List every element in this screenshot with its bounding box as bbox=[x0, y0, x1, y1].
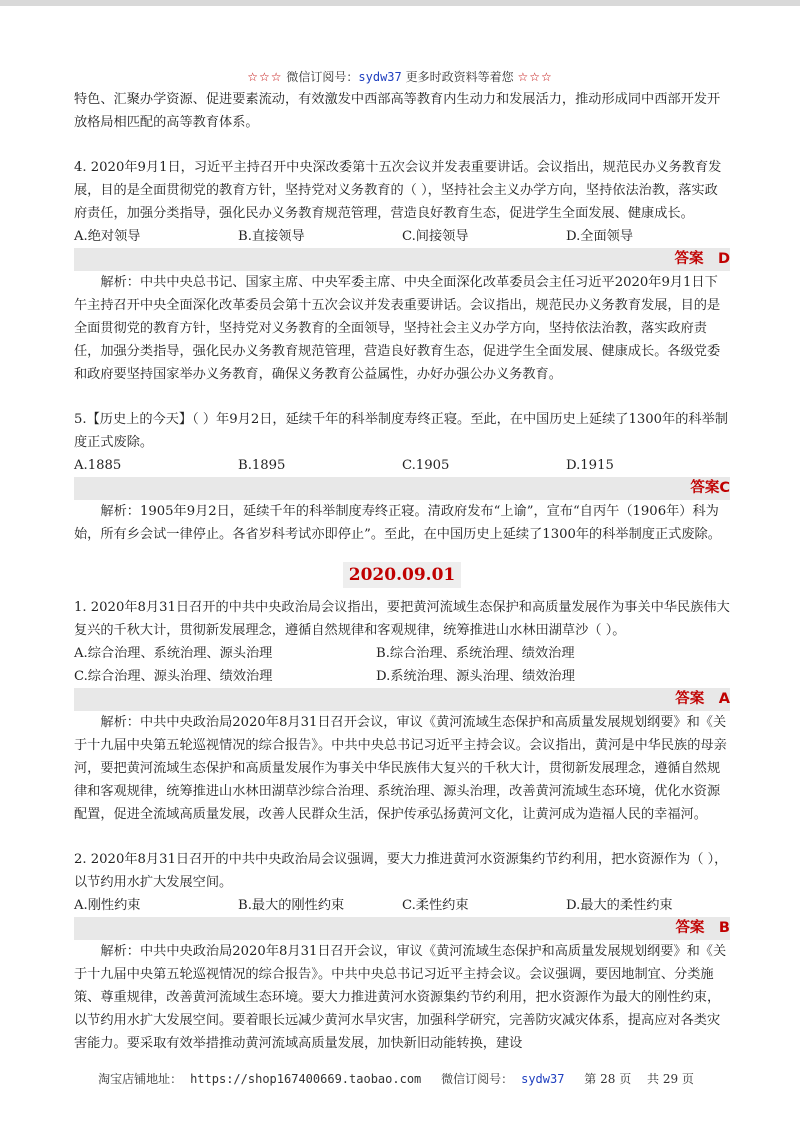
options-row bbox=[74, 454, 730, 477]
option-a: A.综合治理、系统治理、源头治理 bbox=[74, 646, 273, 661]
date-heading: 2020.09.01 bbox=[343, 562, 461, 588]
option-b: B.综合治理、系统治理、绩效治理 bbox=[376, 646, 575, 661]
footer-page-number: 第 28 页 共 29 页 bbox=[584, 1072, 694, 1086]
header-stars-left: ☆☆☆ bbox=[247, 70, 283, 84]
option-a: A.1885 bbox=[74, 458, 122, 473]
option-c: C.1905 bbox=[402, 458, 450, 473]
header-stars-right: ☆☆☆ bbox=[517, 70, 553, 84]
option-d: D.最大的柔性约束 bbox=[566, 898, 673, 913]
header-label: 微信订阅号： bbox=[286, 70, 359, 84]
analysis: 解析：1905年9月2日，延续千年的科举制度寿终正寝。清政府发布“上谕”，宣布“自丙午（1906年）科为始，所有乡会试一律停止。各省岁科考试亦即停止”。至此，在中国历史上延续了1300年的科举制度正式废除。 bbox=[74, 504, 721, 542]
footer-shop-url[interactable]: https://shop167400669.taobao.com bbox=[190, 1072, 422, 1086]
top-gray-bar bbox=[0, 0, 800, 6]
option-d: D.1915 bbox=[566, 458, 614, 473]
option-c: C.间接领导 bbox=[402, 229, 469, 244]
option-a: A.刚性约束 bbox=[74, 898, 141, 913]
analysis: 解析：中共中央政治局2020年8月31日召开会议，审议《黄河流域生态保护和高质量发展规划纲要》和《关于十九届中央第五轮巡视情况的综合报告》。中共中央总书记习近平主持会议。会议指出，黄河是中华民族的母亲河，要把黄河流域生态保护和高质量发展作为事关中华民族伟大复兴的千秋大计，贯彻新发展理念，遵循自然规律和客观规律，统筹推进山水林田湖草沙综合治理、系统治理、源头治理，改善黄河流域生态环境，优化水资源配置，促进全流域高质量发展，改善人民群众生活，保护传承弘扬黄河文化，让黄河成为造福人民的幸福河。 bbox=[74, 715, 727, 822]
footer-shop bbox=[98, 1072, 429, 1086]
question-5 bbox=[74, 408, 730, 546]
option-b: B.最大的刚性约束 bbox=[238, 898, 345, 913]
options-row bbox=[74, 642, 730, 665]
options-row bbox=[74, 665, 730, 688]
option-a: A.绝对领导 bbox=[74, 229, 141, 244]
answer-bar: 答案 B bbox=[74, 917, 730, 940]
options-row bbox=[74, 894, 730, 917]
footer-shop-label: 淘宝店铺地址： bbox=[98, 1072, 183, 1086]
question-4 bbox=[74, 156, 730, 386]
answer-bar: 答案C bbox=[74, 477, 730, 500]
question-1 bbox=[74, 596, 730, 826]
answer-bar: 答案 D bbox=[74, 248, 730, 271]
footer-wx-code: sydw37 bbox=[521, 1072, 565, 1086]
document-body bbox=[74, 88, 730, 1055]
option-c: C.综合治理、源头治理、绩效治理 bbox=[74, 669, 273, 684]
analysis: 解析：中共中央政治局2020年8月31日召开会议，审议《黄河流域生态保护和高质量发展规划纲要》和《关于十九届中央第五轮巡视情况的综合报告》。中共中央总书记习近平主持会议。会议强调，要因地制宜、分类施策、尊重规律，改善黄河流域生态环境。要大力推进黄河水资源集约节约利用，把水资源作为最大的刚性约束，以节约用水扩大发展空间。要着眼长远减少黄河水旱灾害，加强科学研究，完善防灾减灾体系，提高应对各类灾害能力。要采取有效举措推动黄河流域高质量发展，加快新旧动能转换，建设 bbox=[74, 944, 727, 1051]
question-stem: 5.【历史上的今天】（ ）年9月2日，延续千年的科举制度寿终正寝。至此，在中国历史上延续了1300年的科举制度正式废除。 bbox=[74, 412, 728, 450]
intro-paragraph: 特色、汇聚办学资源、促进要素流动，有效激发中西部高等教育内生动力和发展活力，推动形成同中西部开发开放格局相匹配的高等教育体系。 bbox=[74, 92, 721, 130]
header-code: sydw37 bbox=[358, 70, 402, 84]
header-tagline: 更多时政资料等着您 bbox=[405, 70, 514, 84]
option-d: D.系统治理、源头治理、绩效治理 bbox=[376, 669, 575, 684]
question-stem: 4. 2020年9月1日，习近平主持召开中央深改委第十五次会议并发表重要讲话。会议指出，规范民办义务教育发展，目的是全面贯彻党的教育方针，坚持党对义务教育的（ ），坚持社会主义办学方向，坚持依法治教，落实政府责任，加强分类指导，强化民办义务教育规范管理，营造良好教育生态，促进学生全面发展、健康成长。 bbox=[74, 160, 722, 221]
option-b: B.1895 bbox=[238, 458, 286, 473]
footer-wx-label: 微信订阅号： bbox=[441, 1072, 514, 1086]
answer-bar: 答案 A bbox=[74, 688, 730, 711]
option-d: D.全面领导 bbox=[566, 229, 634, 244]
question-stem: 2. 2020年8月31日召开的中共中央政治局会议强调，要大力推进黄河水资源集约节约利用，把水资源作为（ ），以节约用水扩大发展空间。 bbox=[74, 852, 728, 890]
date-heading-wrap bbox=[74, 562, 730, 588]
option-b: B.直接领导 bbox=[238, 229, 305, 244]
question-2 bbox=[74, 848, 730, 1055]
question-stem: 1. 2020年8月31日召开的中共中央政治局会议指出，要把黄河流域生态保护和高质量发展作为事关中华民族伟大复兴的千秋大计，贯彻新发展理念，遵循自然规律和客观规律，统筹推进山水林田湖草沙（ ）。 bbox=[74, 600, 730, 638]
option-c: C.柔性约束 bbox=[402, 898, 469, 913]
footer-wx bbox=[441, 1072, 572, 1086]
page-footer bbox=[0, 1070, 800, 1087]
page-header bbox=[0, 68, 800, 85]
analysis: 解析：中共中央总书记、国家主席、中央军委主席、中央全面深化改革委员会主任习近平2020年9月1日下午主持召开中央全面深化改革委员会第十五次会议并发表重要讲话。会议指出，规范民办义务教育发展，目的是全面贯彻党的教育方针，坚持党对义务教育的全面领导，坚持社会主义办学方向，坚持依法治教，落实政府责任，加强分类指导，强化民办义务教育规范管理，营造良好教育生态，促进学生全面发展、健康成长。各级党委和政府要坚持国家举办义务教育，确保义务教育公益属性，办好办强公办义务教育。 bbox=[74, 275, 721, 382]
options-row bbox=[74, 225, 730, 248]
